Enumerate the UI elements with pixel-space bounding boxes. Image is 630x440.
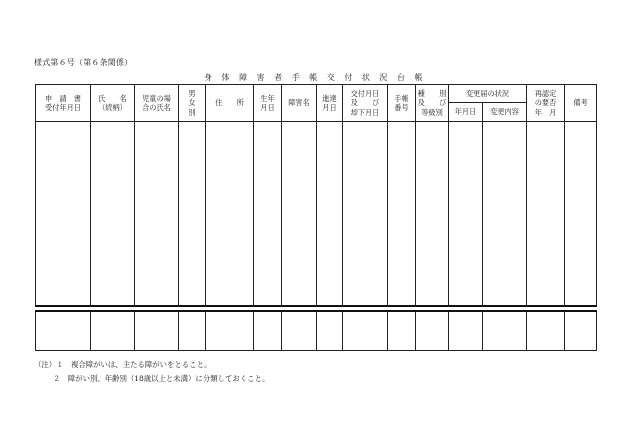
cell-application-date xyxy=(36,311,91,351)
document-title: 身 体 障 害 者 手 帳 交 付 状 況 台 帳 xyxy=(203,73,426,82)
header-issue-date: 交付月日 及 び 却下月日 xyxy=(343,85,388,122)
cell-grade xyxy=(416,122,449,307)
header-remarks: 備考 xyxy=(565,85,597,122)
cell-name xyxy=(91,311,135,351)
cell-child-name xyxy=(135,311,179,351)
header-address: 住 所 xyxy=(206,85,254,122)
cell-change-date xyxy=(449,122,483,307)
header-change-date: 年月日 xyxy=(449,103,483,122)
cell-child-name xyxy=(135,122,179,307)
cell-change-content xyxy=(483,311,527,351)
header-delivery-date: 進達 月日 xyxy=(317,85,343,122)
cell-sex xyxy=(179,122,206,307)
header-change-status: 変更届の状況 xyxy=(449,85,527,103)
cell-birth-date xyxy=(254,311,282,351)
ledger-table xyxy=(35,84,597,351)
cell-booklet-number xyxy=(388,122,416,307)
cell-recertification xyxy=(527,122,565,307)
cell-birth-date xyxy=(254,122,282,307)
notes xyxy=(34,358,269,386)
cell-address xyxy=(206,311,254,351)
cell-disability-name xyxy=(282,311,317,351)
cell-issue-date xyxy=(343,311,388,351)
form-number-label: 様式第６号（第６条関係） xyxy=(34,58,133,67)
header-change-content: 変更内容 xyxy=(483,103,527,122)
header-booklet-number: 手帳 番号 xyxy=(388,85,416,122)
note-1: （注）１ 複合障がいは、主たる障がいをとること。 xyxy=(34,360,212,369)
cell-remarks xyxy=(565,122,597,307)
table-row xyxy=(36,311,597,351)
cell-sex xyxy=(179,311,206,351)
cell-grade xyxy=(416,311,449,351)
header-name: 氏 名 （続柄） xyxy=(91,85,135,122)
cell-remarks xyxy=(565,311,597,351)
table-row xyxy=(36,122,597,307)
cell-delivery-date xyxy=(317,122,343,307)
cell-delivery-date xyxy=(317,311,343,351)
cell-name xyxy=(91,122,135,307)
header-application-date: 申 請 書 受付年月日 xyxy=(36,85,91,122)
cell-recertification xyxy=(527,311,565,351)
cell-address xyxy=(206,122,254,307)
header-disability-name: 障害名 xyxy=(282,85,317,122)
header-grade: 種 別 及 び 等級別 xyxy=(416,85,449,122)
cell-issue-date xyxy=(343,122,388,307)
cell-disability-name xyxy=(282,122,317,307)
cell-booklet-number xyxy=(388,311,416,351)
header-birth-date: 生年 月日 xyxy=(254,85,282,122)
cell-change-date xyxy=(449,311,483,351)
header-child-name: 児童の場 合の氏名 xyxy=(135,85,179,122)
cell-application-date xyxy=(36,122,91,307)
cell-change-content xyxy=(483,122,527,307)
header-recertification: 再認定 の要否 年 月 xyxy=(527,85,565,122)
header-sex: 男 女 別 xyxy=(179,85,206,122)
note-2: ２ 障がい別、年齢別（18歳以上と未満）に分類しておくこと。 xyxy=(53,374,270,383)
